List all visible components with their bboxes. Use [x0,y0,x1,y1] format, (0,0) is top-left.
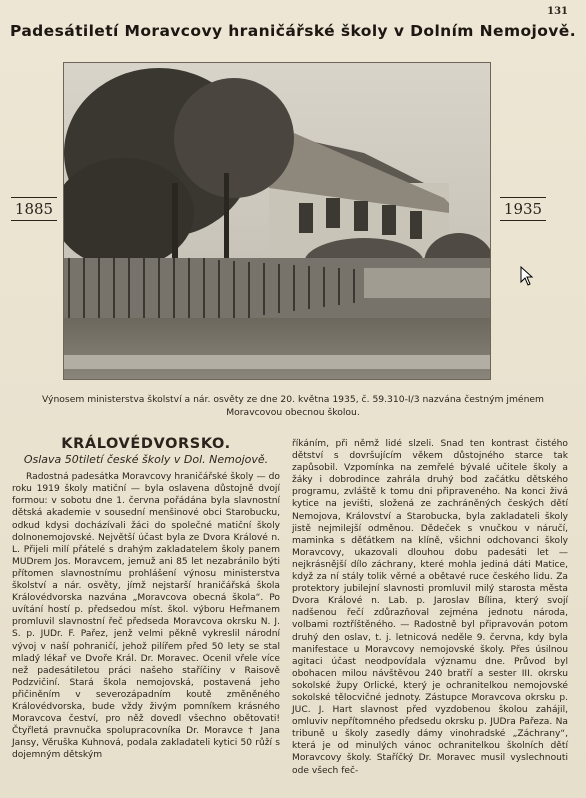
article-right-column [292,438,568,777]
photo-caption [22,393,564,419]
article-left-column [12,438,280,761]
caption-line-1: Výnosem ministerstva školství a nár. osvěty ze dne 20. května 1935, č. 59.310-I/3 nazvána čestným jménem [42,394,544,405]
year-rule [500,197,546,198]
school-photograph [63,62,491,380]
year-rule [11,197,57,198]
year-right-label [500,195,546,223]
school-photo-illustration [64,63,490,379]
year-rule [11,220,57,221]
article-subtitle: Oslava 50tiletí české školy v Dol. Nemojově. [23,453,269,467]
article-text-right: říkáním, při němž lidé slzeli. Snad ten kontrast čistého dětství s dovršujícím věkem důstojného starce tak zapůsobil. Vzpomínka na zemřelé bývalé učitele školy a žáky i dobrodince zahrála druhý bod začátku dětského programu, zvláště k tomu dni připraveného. Na konci živá kytice na jevišti, složená ze zachráněných českých dětí Nemojova, Království a Starobucka, byla zakladateli školy jistě nejmilejší odměnou. Dědeček s vnučkou v náručí, maminka s děťátkem na klíně, všichni odchovanci školy Moravcovy, ukazovali dlouhou dobu padesáti let — nejkrásnější dílo záchrany, které mohla jediná dáti Matice, když za ní stály tolik věrné a obětavé ruce českého lidu. Za protektory jubilejní slavnosti promluvil milý starosta města Dvora Králové n. Lab. p. Jaroslav Bílina, který svojí nadšenou řečí zdůrazňoval zejména jednotu národa, volbami roztříštěného. — Radostně byl připravován potom druhý den oslav, t. j. letnicová neděle 9. června, kdy byla manifestace u Moravcovy nemojovské školy. Přes úsilnou agitaci účast neodpovídala významu dne. Průvod byl obohacen milou návštěvou 240 bratří a sester III. okrsku sokolské župy Orlické, který je ochranitelkou nemojovské sokolské tělocvičné jednoty. Zástupce Moravcova okrsku p. JUC. J. Hart slavnost před vyzdobenou školou zahájil, omluviv nepřítomného předsedu okrsku p. JUDra Pařeza. Na tribuně u školy zasedly dámy vinohradské „Záchrany“, která je od minulých vánoc ochranitelkou školních dětí Moravcovy školy. Staříčký Dr. Moravec musil vyslechnouti ode všech feč- [292,439,568,776]
page-title: Padesátiletí Moravcovy hraničářské školy v Dolním Nemojově. [9,22,577,40]
year-rule [500,220,546,221]
year-left-label [11,195,57,223]
article-text-left: Radostná padesátka Moravcovy hraničářské školy — do roku 1919 školy matiční — byla oslavena důstojně dvojí formou: v sobotu dne 1. června pořádána byla slavnostní dětská akademie v sousední menšinové obci Starobucku, odkud kdysi docházívali žáci do společné matiční školy dolnonemojovské. Největší účast byla ze Dvora Králové n. L. Přijeli milí přátelé s drahým zakladatelem školy panem MUDrem Jos. Moravcem, jemuž ani 85 let nezabránilo býti přítomen slavnostnímu prohlášení výnosu ministerstva školství a nár. osvěty, jímž nejstarší hraničářská škola Královédvorska nazvána „Moravcova obecná škola“. Po uvítání hostí p. předsedou míst. škol. výboru Heřmanem promluvil slavnostní řeč předseda Moravcova okrsku N. J. S. p. JUDr. F. Pařez, jenž velmi pěkně vykreslil národní vývoj v naší pohraničí, jehož pilířem před 50 lety se stal mladý lékař ve Dvoře Král. Dr. Moravec. Ocenil vřele více než padesátiletou práci našeho staříčiny v Raisově Podzvičiní. Stará škola nemojovská, postavená jeho přičiněním v severozápadním koutě změněného Královédvorska, bude vždy živým pomníkem krásného Moravcova čeství, pro něž dovedl všechno obětovati! Čtyřletá pravnučka spolupracovníka Dr. Moravce † Jana Jansy, Věruška Kuhnová, podala zakladateli kytici 50 růží s dojemným dětským [12,472,280,761]
mouse-cursor-icon [520,266,534,286]
page-number: 131 [547,6,568,17]
year-left-text: 1885 [14,200,54,218]
caption-line-2: Moravcovou obecnou školou. [226,407,360,418]
section-title: KRÁLOVÉDVORSKO. [61,436,231,452]
year-right-text: 1935 [503,200,543,218]
